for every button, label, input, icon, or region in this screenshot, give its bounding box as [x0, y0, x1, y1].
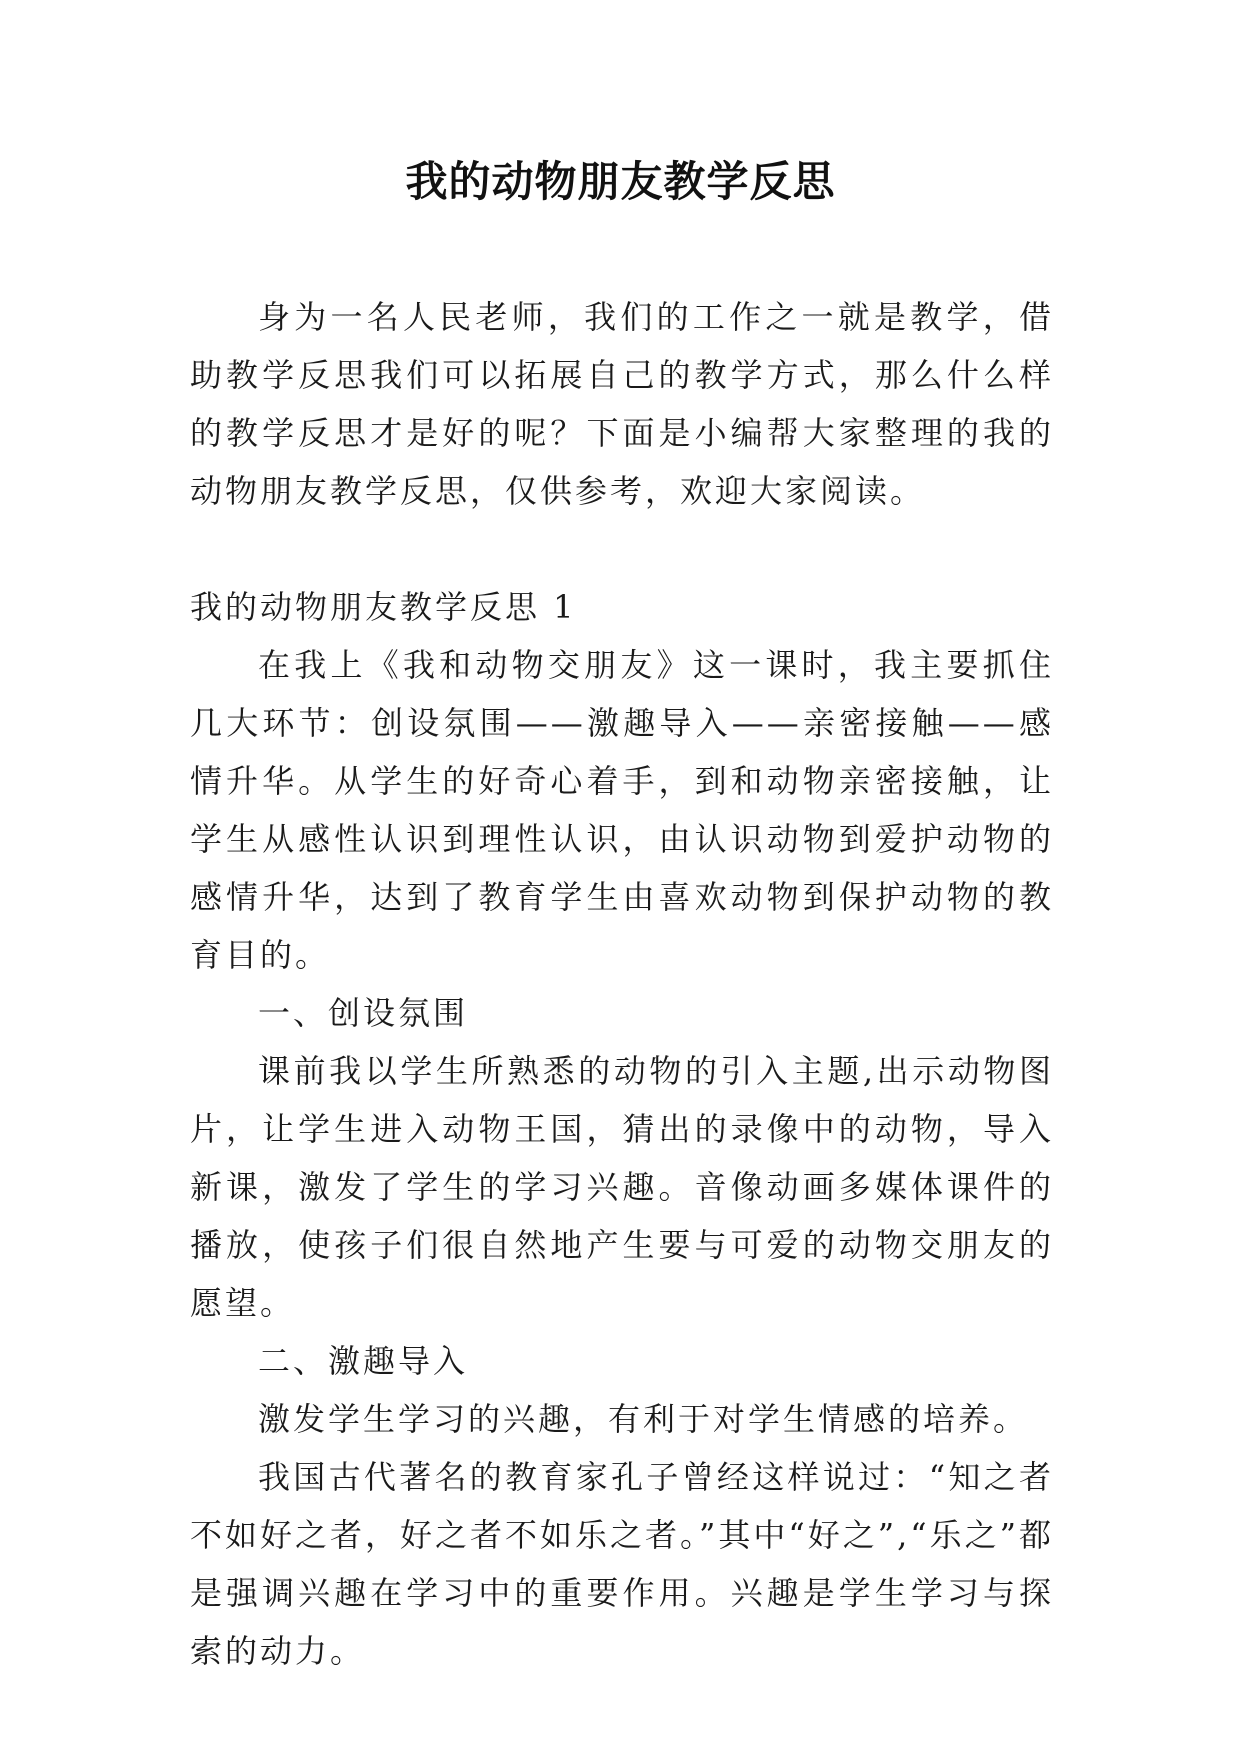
body-paragraph: 课前我以学生所熟悉的动物的引入主题,出示动物图片，让学生进入动物王国，猜出的录像中的动物，导入新课，激发了学生的学习兴趣。音像动画多媒体课件的播放，使孩子们很自然地产生要与可爱的动物交朋友的愿望。 — [190, 1052, 1054, 1322]
subheading-2: 二、激趣导入 — [258, 1342, 469, 1380]
section-heading: 我的动物朋友教学反思 1 — [190, 588, 577, 626]
intro-block — [190, 288, 1054, 520]
body-paragraph: 激发学生学习的兴趣，有利于对学生情感的培养。 — [258, 1400, 1029, 1438]
body-paragraph: 我国古代著名的教育家孔子曾经这样说过：“知之者不如好之者，好之者不如乐之者。”其中“好之”,“乐之”都是强调兴趣在学习中的重要作用。兴趣是学生学习与探索的动力。 — [190, 1458, 1054, 1670]
document-title: 我的动物朋友教学反思 — [405, 157, 836, 206]
intro-paragraph: 身为一名人民老师，我们的工作之一就是教学，借助教学反思我们可以拓展自己的教学方式，那么什么样的教学反思才是好的呢？下面是小编帮大家整理的我的动物朋友教学反思，仅供参考，欢迎大家阅读。 — [190, 298, 1054, 510]
subheading-1: 一、创设氛围 — [258, 994, 469, 1032]
section-block — [190, 578, 1054, 1680]
body-paragraph: 在我上《我和动物交朋友》这一课时，我主要抓住几大环节：创设氛围——激趣导入——亲密接触——感情升华。从学生的好奇心着手，到和动物亲密接触，让学生从感性认识到理性认识，由认识动物到爱护动物的感情升华，达到了教育学生由喜欢动物到保护动物的教育目的。 — [190, 646, 1054, 974]
